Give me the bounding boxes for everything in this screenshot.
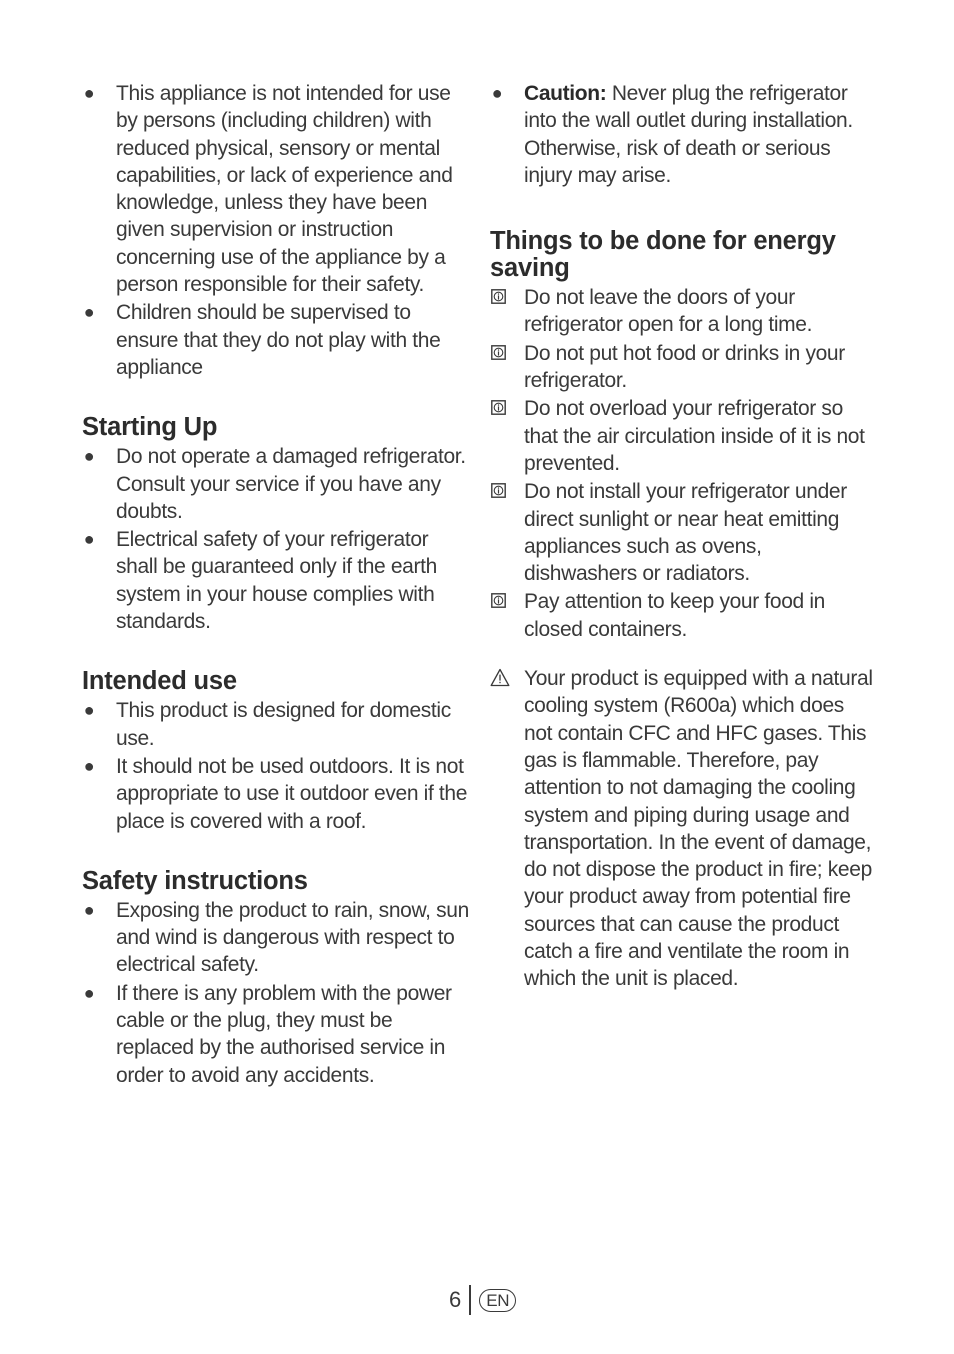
bullet-icon: ● — [83, 755, 95, 776]
bullet-icon: ● — [83, 83, 95, 103]
bullet-icon: ● — [83, 446, 95, 467]
section-heading-energy-saving: Things to be done for energy saving — [490, 227, 836, 283]
bullet-icon: ● — [83, 302, 95, 323]
warning-text: Your product is equipped with a natural cooling system (R600a) which does not contain CFC and HFC gases. This gas is flammable. Therefore, pay attention to not damaging the cooling system and piping during usage and transportation. In the event of damage, do not dispose the product in fire; keep your product away from potential fire sources that can cause the product catch a fire and ventilate the room in which the unit is placed. — [524, 667, 873, 991]
list-item — [490, 588, 874, 643]
bullet-icon: ● — [83, 700, 95, 721]
bullet-icon: ● — [83, 982, 95, 1003]
list-item — [82, 753, 472, 835]
safety-instructions-list — [82, 897, 472, 1089]
section-heading-starting-up: Starting Up — [82, 413, 218, 442]
list-item-text: Children should be supervised to ensure that they do not play with the appliance — [116, 301, 441, 379]
list-item — [490, 284, 874, 339]
caution-label: Caution: — [524, 82, 607, 105]
list-item — [490, 395, 874, 477]
info-icon — [491, 345, 506, 360]
intro-list — [82, 80, 472, 381]
info-icon — [491, 483, 506, 498]
list-item-text: Pay attention to keep your food in closed containers. — [524, 590, 825, 641]
left-column — [82, 80, 472, 1089]
list-item — [82, 697, 472, 752]
page-number: 6 — [449, 1287, 462, 1312]
bullet-icon: ● — [83, 899, 95, 920]
info-icon — [491, 400, 506, 415]
list-item-text: Exposing the product to rain, snow, sun and wind is dangerous with respect to electrical safety. — [116, 898, 469, 977]
list-item — [490, 340, 874, 395]
footer-divider — [469, 1285, 471, 1315]
list-item-text: If there is any problem with the power cable or the plug, they must be replaced by the authorised service in order to avoid any accidents. — [116, 981, 452, 1087]
caution-text: Never plug the refrigerator into the wall outlet during installation. Otherwise, risk of death or serious injury may arise. — [524, 82, 853, 187]
info-icon — [491, 289, 506, 304]
bullet-icon: ● — [83, 529, 95, 550]
right-column — [490, 80, 874, 993]
warning-triangle-icon — [490, 668, 510, 687]
list-item-text: It should not be used outdoors. It is not appropriate to use it outdoor even if the place is covered with a roof. — [116, 754, 468, 833]
list-item — [82, 526, 472, 635]
energy-saving-list — [490, 284, 874, 643]
starting-up-list — [82, 443, 472, 635]
page-footer — [449, 1285, 516, 1315]
list-item-text: This product is designed for domestic use. — [116, 699, 451, 750]
list-item — [490, 478, 874, 587]
intended-use-list — [82, 697, 472, 834]
section-heading-safety-instructions: Safety instructions — [82, 866, 308, 895]
list-item-text: Do not operate a damaged refrigerator. Consult your service if you have any doubts. — [116, 445, 466, 523]
list-item — [82, 80, 472, 298]
list-item — [82, 980, 472, 1089]
list-item-text: Do not put hot food or drinks in your refrigerator. — [524, 341, 845, 393]
warning-notice — [490, 665, 874, 993]
list-item — [82, 299, 472, 381]
caution-list — [490, 80, 874, 189]
section-heading-intended-use: Intended use — [82, 667, 237, 696]
list-item — [82, 443, 472, 525]
list-item-text: Do not overload your refrigerator so that the air circulation inside of it is not prevented. — [524, 397, 865, 475]
list-item — [82, 897, 472, 979]
list-item-text: Do not leave the doors of your refrigerator open for a long time. — [524, 286, 813, 337]
list-item-text: This appliance is not intended for use by persons (including children) with reduced physical, sensory or mental capabilities, or lack of experience and knowledge, unless they have been given supervision or instruction concerning use of the appliance by a person responsible for their safety. — [116, 82, 453, 297]
language-badge: EN — [479, 1289, 516, 1312]
bullet-icon: ● — [491, 83, 503, 103]
list-item-text: Do not install your refrigerator under direct sunlight or near heat emitting appliances such as ovens, dishwashers or radiators. — [524, 480, 847, 586]
info-icon — [491, 593, 506, 608]
list-item — [490, 80, 874, 189]
list-item-text: Electrical safety of your refrigerator shall be guaranteed only if the earth system in your house complies with standards. — [116, 528, 437, 634]
